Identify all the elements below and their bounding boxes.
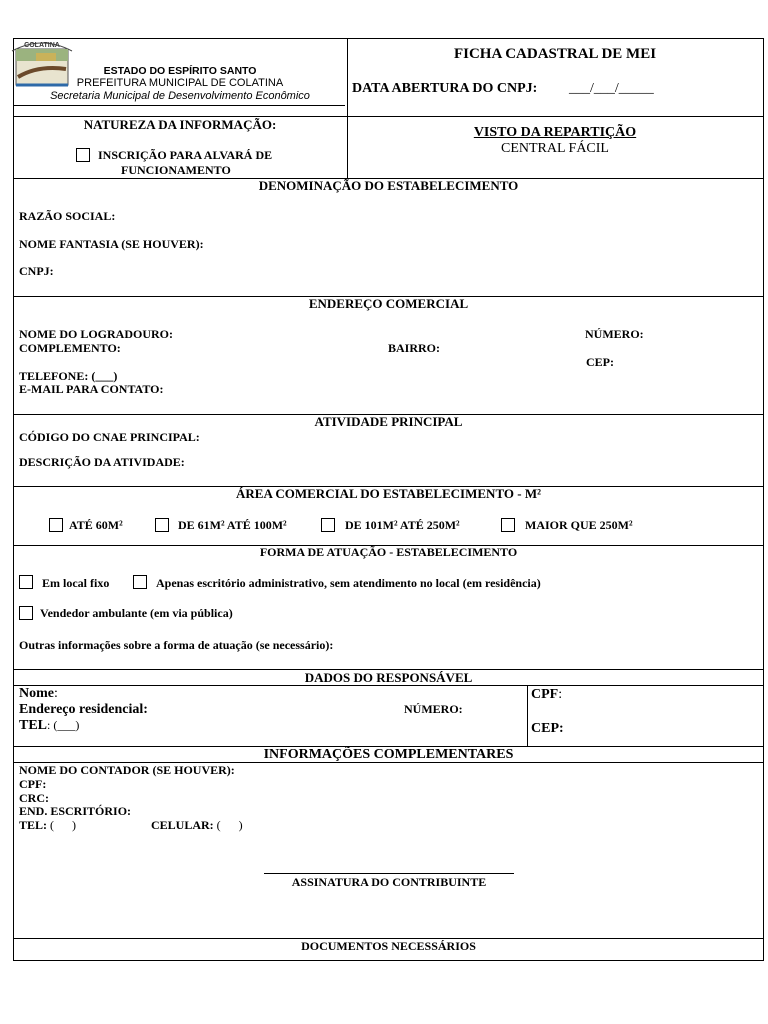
responsavel-tel: [19, 718, 79, 733]
documentos-title: DOCUMENTOS NECESSÁRIOS: [301, 939, 476, 953]
header-prefecture: PREFEITURA MUNICIPAL DE COLATINA: [76, 77, 284, 89]
escritorio-checkbox[interactable]: [133, 575, 147, 589]
responsavel-cpf-label: CPF: [531, 687, 559, 702]
signature-label: ASSINATURA DO CONTRIBUINTE: [291, 875, 487, 889]
nature-title: NATUREZA DA INFORMAÇÃO:: [83, 117, 277, 132]
header-secretariat: Secretaria Municipal de Desenvolvimento Econômico: [50, 90, 310, 102]
alvara-option-line1: INSCRIÇÃO PARA ALVARÁ DE: [98, 148, 273, 162]
cnpj-date-blank[interactable]: ___/___/_____: [569, 81, 654, 96]
header-state: ESTADO DO ESPÍRITO SANTO: [103, 65, 257, 77]
ambulante-label: Vendedor ambulante (em via pública): [40, 606, 233, 620]
cep-label: CEP:: [586, 355, 614, 369]
local-fixo-checkbox[interactable]: [19, 575, 33, 589]
denominacao-title: DENOMINAÇÃO DO ESTABELECIMENTO: [258, 178, 519, 193]
responsavel-cpf-colon: :: [558, 687, 563, 702]
nome-fantasia-label: NOME FANTASIA (SE HOUVER):: [19, 237, 204, 251]
responsavel-nome: [19, 686, 58, 701]
responsavel-cep-label: CEP:: [531, 721, 564, 736]
contador-label: NOME DO CONTADOR (SE HOUVER):: [19, 763, 235, 777]
visto-title: [400, 125, 710, 140]
numero-label: NÚMERO:: [585, 327, 644, 341]
area-option-maior-250: MAIOR QUE 250M²: [525, 518, 633, 532]
logradouro-label: NOME DO LOGRADOURO:: [19, 327, 173, 341]
area-checkbox-101-250[interactable]: [321, 518, 335, 532]
complemento-label: COMPLEMENTO:: [19, 341, 121, 355]
bairro-label: BAIRRO:: [388, 341, 441, 355]
outras-info-label: Outras informações sobre a forma de atuação (se necessário):: [19, 638, 334, 652]
crc-label: CRC:: [19, 791, 49, 805]
responsavel-tel-paren: : (___): [47, 718, 80, 732]
area-option-61-100: DE 61M² ATÉ 100M²: [178, 518, 287, 532]
endereco-title: ENDEREÇO COMERCIAL: [308, 296, 469, 311]
contador-tel-paren: ( ): [50, 818, 77, 832]
alvara-option-line2: FUNCIONAMENTO: [121, 163, 231, 177]
contador-tel: [19, 819, 76, 832]
email-label: E-MAIL PARA CONTATO:: [19, 382, 164, 396]
area-title: ÁREA COMERCIAL DO ESTABELECIMENTO - M²: [236, 486, 541, 501]
contador-cpf-label: CPF:: [19, 777, 47, 791]
visto-subtitle: CENTRAL FÁCIL: [501, 141, 609, 156]
cnae-label: CÓDIGO DO CNAE PRINCIPAL:: [19, 430, 200, 444]
alvara-checkbox[interactable]: [76, 148, 90, 162]
end-escritorio-label: END. ESCRITÓRIO:: [19, 804, 132, 818]
atividade-title: ATIVIDADE PRINCIPAL: [314, 414, 463, 429]
local-fixo-label: Em local fixo: [42, 576, 110, 590]
area-checkbox-maior-250[interactable]: [501, 518, 515, 532]
header-divider-vertical: [347, 38, 348, 179]
area-checkbox-ate-60[interactable]: [49, 518, 63, 532]
header-left-underline: [13, 105, 345, 106]
area-checkbox-61-100[interactable]: [155, 518, 169, 532]
cnpj-date-label: DATA ABERTURA DO CNPJ:: [352, 81, 538, 96]
rule-8: [13, 685, 764, 686]
escritorio-label: Apenas escritório administrativo, sem atendimento no local (em residência): [156, 576, 541, 590]
form-title: FICHA CADASTRAL DE MEI: [453, 46, 657, 62]
area-option-ate-60: ATÉ 60M²: [69, 518, 123, 532]
ambulante-checkbox[interactable]: [19, 606, 33, 620]
contador-celular-paren: ( ): [216, 818, 243, 832]
area-option-101-250: DE 101M² ATÉ 250M²: [345, 518, 460, 532]
contador-celular: [151, 819, 243, 832]
responsavel-endereco-label: Endereço residencial:: [19, 702, 148, 717]
signature-line[interactable]: [264, 873, 514, 874]
visto-title-text: VISTO DA REPARTIÇÃO: [473, 125, 637, 140]
forma-title: FORMA DE ATUAÇÃO - ESTABELECIMENTO: [259, 545, 518, 559]
cnpj-label: CNPJ:: [19, 264, 54, 278]
contador-celular-label: CELULAR:: [151, 818, 214, 832]
logo-lettering: COLATINA: [24, 42, 60, 49]
complementares-title: INFORMAÇÕES COMPLEMENTARES: [263, 747, 514, 762]
responsavel-tel-label: TEL: [19, 718, 48, 733]
responsavel-divider: [527, 685, 528, 746]
contador-tel-label: TEL:: [19, 818, 48, 832]
border-top: [13, 38, 764, 39]
border-bottom: [13, 960, 764, 961]
responsavel-cpf: [531, 687, 562, 702]
telefone-label: TELEFONE: (___): [19, 369, 118, 383]
responsavel-nome-colon: :: [54, 686, 58, 701]
descricao-label: DESCRIÇÃO DA ATIVIDADE:: [19, 455, 185, 469]
responsavel-title: DADOS DO RESPONSÁVEL: [304, 670, 473, 685]
razao-social-label: RAZÃO SOCIAL:: [19, 209, 116, 223]
responsavel-nome-label: Nome: [19, 686, 54, 701]
responsavel-numero-label: NÚMERO:: [404, 702, 463, 716]
